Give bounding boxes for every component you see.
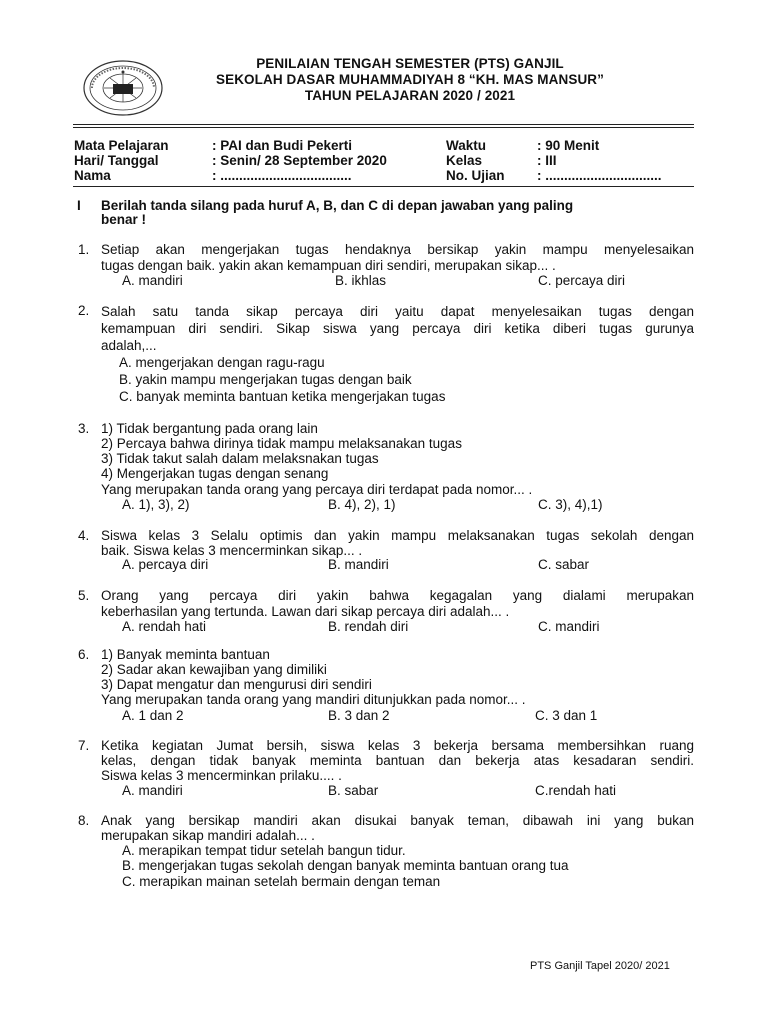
header-title-2: SEKOLAH DASAR MUHAMMADIYAH 8 “KH. MAS MANSUR” (215, 72, 604, 87)
name-label: Nama (74, 168, 111, 183)
subject-value: : PAI dan Budi Pekerti (212, 138, 353, 153)
option-b: B. sabar (328, 783, 379, 798)
option-b: B. rendah diri (328, 619, 409, 634)
section-instruction-2: benar ! (101, 212, 147, 227)
question-text-end: Siswa kelas 3 mencerminkan prilaku.... . (101, 768, 342, 783)
question-number: 2. (78, 303, 90, 318)
option-a: A. rendah hati (122, 619, 207, 634)
question-text: Yang merupakan tanda orang yang mandiri ditunjukkan pada nomor... . (101, 692, 526, 707)
statement-item: 3) Dapat mengatur dan mengurusi diri sendiri (101, 677, 372, 692)
day-value: : Senin/ 28 September 2020 (212, 153, 387, 168)
question-text-end: tugas dengan baik. yakin akan kemampuan diri sendiri, merupakan sikap... . (101, 258, 556, 273)
exam-label: No. Ujian (446, 168, 505, 183)
time-label: Waktu (446, 138, 486, 153)
option-b: B. mandiri (328, 557, 389, 572)
option-c: C. mandiri (538, 619, 600, 634)
option-c: C. merapikan mainan setelah bermain dengan teman (122, 874, 441, 889)
question-text: Salah satu tanda sikap percaya diri yaitu dapat menyelesaikan tugas dengan (101, 304, 694, 319)
statement-item: 1) Tidak bergantung pada orang lain (101, 421, 318, 436)
question-text: kemampuan diri sendiri. Sikap siswa yang percaya diri ketika diberi tugas gurunya (101, 321, 694, 336)
option-a: A. percaya diri (122, 557, 209, 572)
question-text: Siswa kelas 3 Selalu optimis dan yakin mampu melaksanakan tugas sekolah dengan (101, 528, 694, 543)
question-number: 7. (78, 738, 90, 753)
section-instruction-1: Berilah tanda silang pada huruf A, B, dan C di depan jawaban yang paling (101, 198, 574, 213)
time-value: : 90 Menit (537, 138, 600, 153)
question-number: 8. (78, 813, 90, 828)
question-text: Yang merupakan tanda orang yang percaya diri terdapat pada nomor... . (101, 482, 533, 497)
footer-text: PTS Ganjil Tapel 2020/ 2021 (530, 960, 670, 972)
day-label: Hari/ Tanggal (74, 153, 159, 168)
option-b: B. mengerjakan tugas sekolah dengan banyak meminta bantuan orang tua (122, 858, 569, 873)
statement-item: 2) Sadar akan kewajiban yang dimiliki (101, 662, 327, 677)
option-a: A. 1 dan 2 (122, 708, 184, 723)
statement-item: 4) Mengerjakan tugas dengan senang (101, 466, 329, 481)
option-a: A. mandiri (122, 783, 183, 798)
question-text-end: keberhasilan yang tertunda. Lawan dari sikap percaya diri adalah... . (101, 604, 510, 619)
option-a: A. mandiri (122, 273, 183, 288)
header-rule (73, 124, 694, 125)
option-c: C. 3 dan 1 (535, 708, 598, 723)
question-number: 1. (78, 242, 90, 257)
question-text-end: merupakan sikap mandiri adalah... . (101, 828, 315, 843)
question-number: 5. (78, 588, 90, 603)
exam-value: : ............................... (537, 168, 662, 183)
class-label: Kelas (446, 153, 483, 168)
subject-label: Mata Pelajaran (74, 138, 169, 153)
question-number: 4. (78, 528, 90, 543)
option-b: B. ikhlas (335, 273, 387, 288)
option-a: A. merapikan tempat tidur setelah bangun tidur. (122, 843, 406, 858)
question-number: 3. (78, 421, 90, 436)
question-text: Orang yang percaya diri yakin bahwa kegagalan yang dialami merupakan (101, 588, 694, 603)
statement-item: 3) Tidak takut salah dalam melaksnakan tugas (101, 451, 379, 466)
header-rule-2 (73, 127, 694, 128)
info-rule (73, 186, 694, 187)
name-value: : ................................... (212, 168, 352, 183)
option-b: B. 3 dan 2 (328, 708, 390, 723)
option-c: C. percaya diri (538, 273, 626, 288)
question-text-end: adalah,... (101, 338, 157, 353)
option-c: C. banyak meminta bantuan ketika mengerjakan tugas (119, 389, 446, 404)
option-c: C.rendah hati (535, 783, 617, 798)
option-c: C. 3), 4),1) (538, 497, 603, 512)
question-text: Setiap akan mengerjakan tugas hendaknya bersikap yakin mampu menyelesaikan (101, 242, 694, 257)
header-title-1: PENILAIAN TENGAH SEMESTER (PTS) GANJIL (256, 56, 564, 71)
question-text-end: baik. Siswa kelas 3 mencerminkan sikap... . (101, 543, 363, 558)
statement-item: 2) Percaya bahwa dirinya tidak mampu melaksanakan tugas (101, 436, 462, 451)
option-a: A. 1), 3), 2) (122, 497, 190, 512)
option-b: B. yakin mampu mengerjakan tugas dengan baik (119, 372, 412, 387)
question-number: 6. (78, 647, 90, 662)
statement-item: 1) Banyak meminta bantuan (101, 647, 270, 662)
option-b: B. 4), 2), 1) (328, 497, 396, 512)
question-text: Anak yang bersikap mandiri akan disukai banyak teman, dibawah ini yang bukan (101, 813, 694, 828)
header-title-3: TAHUN PELAJARAN 2020 / 2021 (304, 88, 516, 103)
question-text: Ketika kegiatan Jumat bersih, siswa kelas 3 bekerja bersama membersihkan ruang (101, 738, 694, 753)
class-value: : III (537, 153, 557, 168)
question-text: kelas, dengan tidak banyak meminta bantuan dan bekerja atas kesadaran sendiri. (101, 753, 694, 768)
option-c: C. sabar (538, 557, 590, 572)
section-number: I (77, 198, 81, 213)
option-a: A. mengerjakan dengan ragu-ragu (119, 355, 325, 370)
